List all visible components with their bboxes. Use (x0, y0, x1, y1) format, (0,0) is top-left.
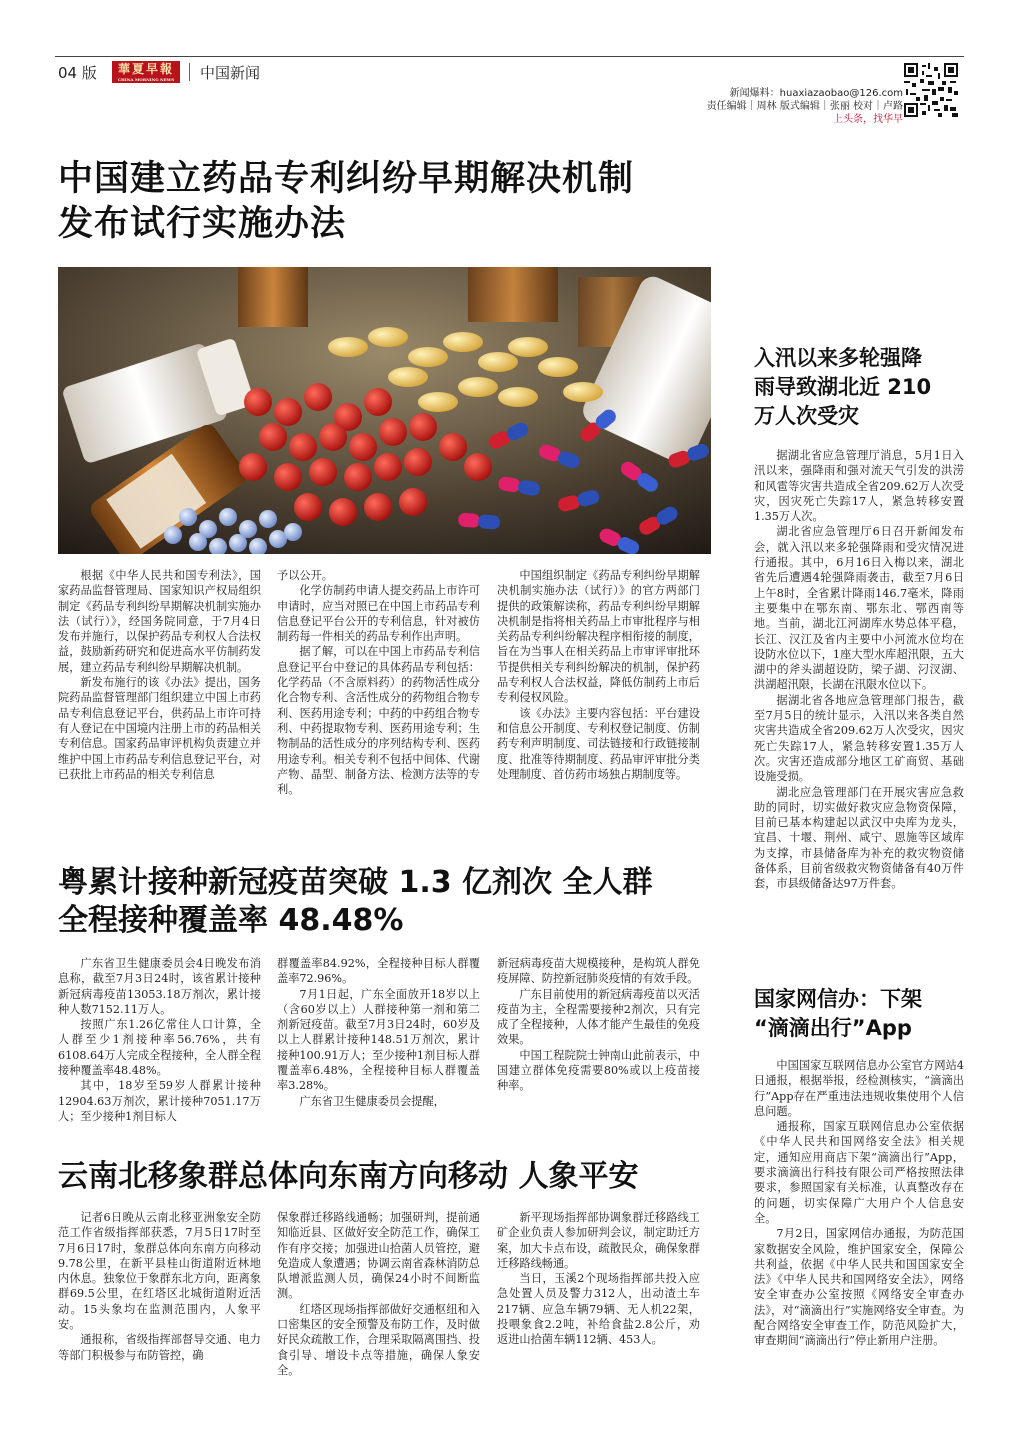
elephants-paragraph: 记者6日晚从云南北移亚洲象安全防范工作省级指挥部获悉，7月5日17时至7月6日17时，象群总体向东南方向移动9.78公里，在新平县桂山街道附近林地内休息。独象位于象群东北方向，距离象群69.5公里，在红塔区北城街道附近活动。15头象均在监测范围内，人象平安。 (58, 1211, 261, 1332)
vaccine-column-3 (497, 956, 700, 1128)
lead-column-3 (497, 568, 700, 830)
slogan: 上头条，找华早 (833, 114, 903, 125)
elephants-paragraph: 通报称，省级指挥部督导交通、电力等部门积极参与布防管控，确 (58, 1333, 261, 1362)
vaccine-paragraph: 广东目前使用的新冠病毒疫苗以灭活疫苗为主，全程需要接种2剂次，只有完成了全程接种，人体才能产生最佳的免疫效果。 (497, 987, 700, 1047)
hubei-body (754, 448, 964, 951)
vaccine-headline-line2: 全程接种覆盖率 48.48% (58, 903, 404, 938)
lead-paragraph: 根据《中华人民共和国专利法》，国家药品监督管理局、国家知识产权局组织制定《药品专利纠纷早期解决机制实施办法（试行）》，经国务院同意，于7月4日发布并施行，以保护药品专利权人合法权益，鼓励新药研究和促进高水平仿制药发展，建立药品专利纠纷早期解决机制。 (58, 569, 261, 674)
vaccine-paragraph: 按照广东1.26亿常住人口计算，全人群至少1剂接种率56.76%，共有6108.64万人完成全程接种，全人群全程接种覆盖率48.48%。 (58, 1018, 261, 1078)
newspaper-logo: 華夏早報 CHINA MORNING NEWS (112, 61, 180, 83)
vaccine-paragraph: 广东省卫生健康委员会4日晚发布消息称，截至7月3日24时，该省累计接种新冠病毒疫苗13053.18万剂次，累计接种人数7152.11万人。 (58, 957, 261, 1016)
lead-headline-line1: 中国建立药品专利纠纷早期解决机制 (58, 159, 635, 199)
lead-headline-line2: 发布试行实施办法 (58, 204, 347, 244)
hubei-headline-line1: 入汛以来多轮强降 (754, 346, 922, 370)
hubei-headline-line3: 万人次受灾 (754, 404, 859, 428)
elephants-paragraph: 当日，玉溪2个现场指挥部共投入应急处置人员及警力312人，出动渣土车217辆、应急车辆79辆、无人机22架，投喂象食2.2吨，补给食盐2.8公斤，劝返进山拾菌车辆112辆、453人。 (497, 1272, 700, 1347)
didi-headline-line2: “滴滴出行”App (754, 1016, 912, 1040)
lead-paragraph: 化学仿制药申请人提交药品上市许可申请时，应当对照已在中国上市药品专利信息登记平台公开的专利信息，针对被仿制药每一件相关的药品专利作出声明。 (277, 584, 480, 644)
news-hotline: 新闻爆料：huaxiazaobao@126.com (729, 88, 903, 99)
lead-paragraph: 予以公开。 (277, 569, 333, 582)
top-rule (55, 56, 964, 57)
lead-paragraph: 据了解，可以在中国上市药品专利信息登记平台中登记的具体药品专利包括：化学药品（不含原料药）的药物活性成分化合物专利、含活性成分的药物组合物专利、医药用途专利；中药的中药组合物专利、中药提取物专利、医药用途专利；生物制品的活性成分的序列结构专利、医药用途专利。相关专利不包括中间体、代谢产物、晶型、制备方法、检测方法等的专利。 (277, 645, 480, 797)
didi-body (754, 1058, 964, 1388)
vaccine-paragraph: 广东省卫生健康委员会提醒， (299, 1094, 445, 1108)
hubei-headline-line2: 雨导致湖北近 210 (754, 375, 932, 399)
vaccine-headline-line1: 粤累计接种新冠疫苗突破 1.3 亿剂次 全人群 (58, 865, 653, 900)
didi-headline-line1: 国家网信办：下架 (754, 987, 922, 1011)
elephants-headline: 云南北移象群总体向东南方向移动 人象平安 (58, 1159, 639, 1194)
elephants-paragraph: 保象群迁移路线通畅；加强研判，提前通知临近县、区做好安全防范工作，确保工作有序交接；加强进山拾菌人员管控，避免造成人象遭遇；协调云南省森林消防总队增派监测人员，确保24小时不间断监测。 (277, 1211, 480, 1301)
lead-paragraph: 新发布施行的该《办法》提出，国务院药品监督管理部门组织建立中国上市药品专利信息登记平台，供药品上市许可持有人登记在中国境内注册上市的药品相关专利信息。国家药品审评机构负责建立并维护中国上市药品专利信息登记平台，对已获批上市药品的相关专利信息 (58, 676, 261, 781)
vaccine-paragraph: 中国工程院院士钟南山此前表示，中国建立群体免疫需要80%或以上疫苗接种率。 (497, 1048, 700, 1093)
didi-paragraph: 通报称，国家互联网信息办公室依据《中华人民共和国网络安全法》相关规定，通知应用商店下架“滴滴出行”App，要求滴滴出行科技有限公司严格按照法律要求，参照国家有关标准，认真整改存在的问题，切实保障广大用户个人信息安全。 (754, 1120, 964, 1225)
vaccine-paragraph: 群覆盖率84.92%，全程接种目标人群覆盖率72.96%。 (277, 957, 480, 986)
vaccine-paragraph: 其中，18岁至59岁人群累计接种12904.63万剂次，累计接种7051.17万人；至少接种1剂目标人 (58, 1079, 261, 1123)
elephants-column-1 (58, 1210, 261, 1385)
hubei-paragraph: 据湖北省各地应急管理部门报告，截至7月5日的统计显示，入汛以来各类自然灾害共造成全省209.62万人次受灾，因灾死亡失踪17人，紧急转移安置1.35万人次。灾害还造成部分地区工矿商贸、基础设施受损。 (754, 693, 964, 784)
editor-credits: 责任编辑｜周林 版式编辑｜张丽 校对｜卢路 (706, 101, 903, 112)
page-number: 04 版 (58, 64, 97, 82)
vaccine-paragraph: 新冠病毒疫苗大规模接种，是构筑人群免疫屏障、防控新冠肺炎疫情的有效手段。 (497, 957, 700, 986)
section-title: 中国新闻 (200, 64, 261, 82)
elephants-column-2 (277, 1210, 480, 1385)
hubei-paragraph: 据湖北省应急管理厅消息，5月1日入汛以来，强降雨和强对流天气引发的洪涝和风雹等灾害共造成全省209.62万人次受灾，因灾死亡失踪17人，紧急转移安置1.35万人次。 (754, 449, 964, 524)
hubei-paragraph: 湖北省应急管理厅6日召开新闻发布会，就入汛以来多轮强降雨和受灾情况进行通报。其中，6月16日入梅以来，湖北省先后遭遇4轮强降雨袭击，截至7月6日上午8时，全省累计降雨146.7毫米，降雨主要集中在鄂东南、鄂东北、鄂西南等地。当前，湖北江河湖库水势总体平稳，长江、汉江及省内主要中小河流水位均在设防水位以下，1座大型水库超汛限，五大湖中的斧头湖超设防，梁子湖、汈汊湖、洪湖超汛限，长湖在汛限水位以下。 (754, 525, 964, 692)
header-divider (189, 63, 190, 81)
qr-code-icon (904, 63, 958, 117)
lead-column-1 (58, 568, 261, 830)
pills-photo (58, 267, 711, 554)
lead-column-2 (277, 568, 480, 830)
vaccine-column-1 (58, 956, 261, 1128)
vaccine-paragraph: 7月1日起，广东全面放开18岁以上（含60岁以上）人群接种第一剂和第二剂新冠疫苗。截至7月3日24时，60岁及以上人群累计接种148.51万剂次，累计接种100.91万人；至少接种1剂目标人群覆盖率6.48%，全程接种目标人群覆盖率3.28%。 (277, 987, 480, 1093)
lead-paragraph: 中国组织制定《药品专利纠纷早期解决机制实施办法（试行）》的官方两部门提供的政策解读称，药品专利纠纷早期解决机制是指将相关药品上市审批程序与相关药品专利纠纷解决程序相衔接的制度，旨在为当事人在相关药品上市审评审批环节提供相关专利纠纷解决的机制，保护药品专利权人合法权益，降低仿制药上市后专利侵权风险。 (497, 569, 700, 705)
hubei-paragraph: 湖北应急管理部门在开展灾害应急救助的同时，切实做好救灾应急物资保障，目前已基本构建起以武汉中央库为龙头，宜昌、十堰、荆州、咸宁、恩施等区域库为支撑，市县储备库为补充的救灾物资储备体系，目前省级救灾物资储备有40万件套，市县级储备达97万件套。 (754, 785, 964, 891)
vaccine-column-2 (277, 956, 480, 1128)
didi-paragraph: 7月2日，国家网信办通报，为防范国家数据安全风险，维护国家安全，保障公共利益，依据《中华人民共和国国家安全法》《中华人民共和国网络安全法》，网络安全审查办公室按照《网络安全审查办法》，对“滴滴出行”实施网络安全审查。为配合网络安全审查工作，防范风险扩大，审查期间“滴滴出行”停止新用户注册。 (754, 1227, 964, 1348)
didi-paragraph: 中国国家互联网信息办公室官方网站4日通报，根据举报，经检测核实，“滴滴出行”App存在严重违法违规收集使用个人信息问题。 (754, 1059, 964, 1118)
elephants-column-3 (497, 1210, 700, 1385)
lead-paragraph: 该《办法》主要内容包括：平台建设和信息公开制度、专利权登记制度、仿制药专利声明制度、司法链接和行政链接制度、批准等待期制度、药品审评审批分类处理制度、首仿药市场独占期制度等。 (497, 706, 700, 781)
elephants-paragraph: 红塔区现场指挥部做好交通枢纽和入口密集区的安全预警及布防工作，及时做好民众疏散工作，合理采取隔离围挡、投食引导、增设卡点等措施，确保人象安全。 (277, 1302, 480, 1377)
elephants-paragraph: 新平现场指挥部协调象群迁移路线工矿企业负责人参加研判会议，制定助迁方案，加大卡点布设，疏散民众，确保象群迁移路线畅通。 (497, 1211, 700, 1270)
